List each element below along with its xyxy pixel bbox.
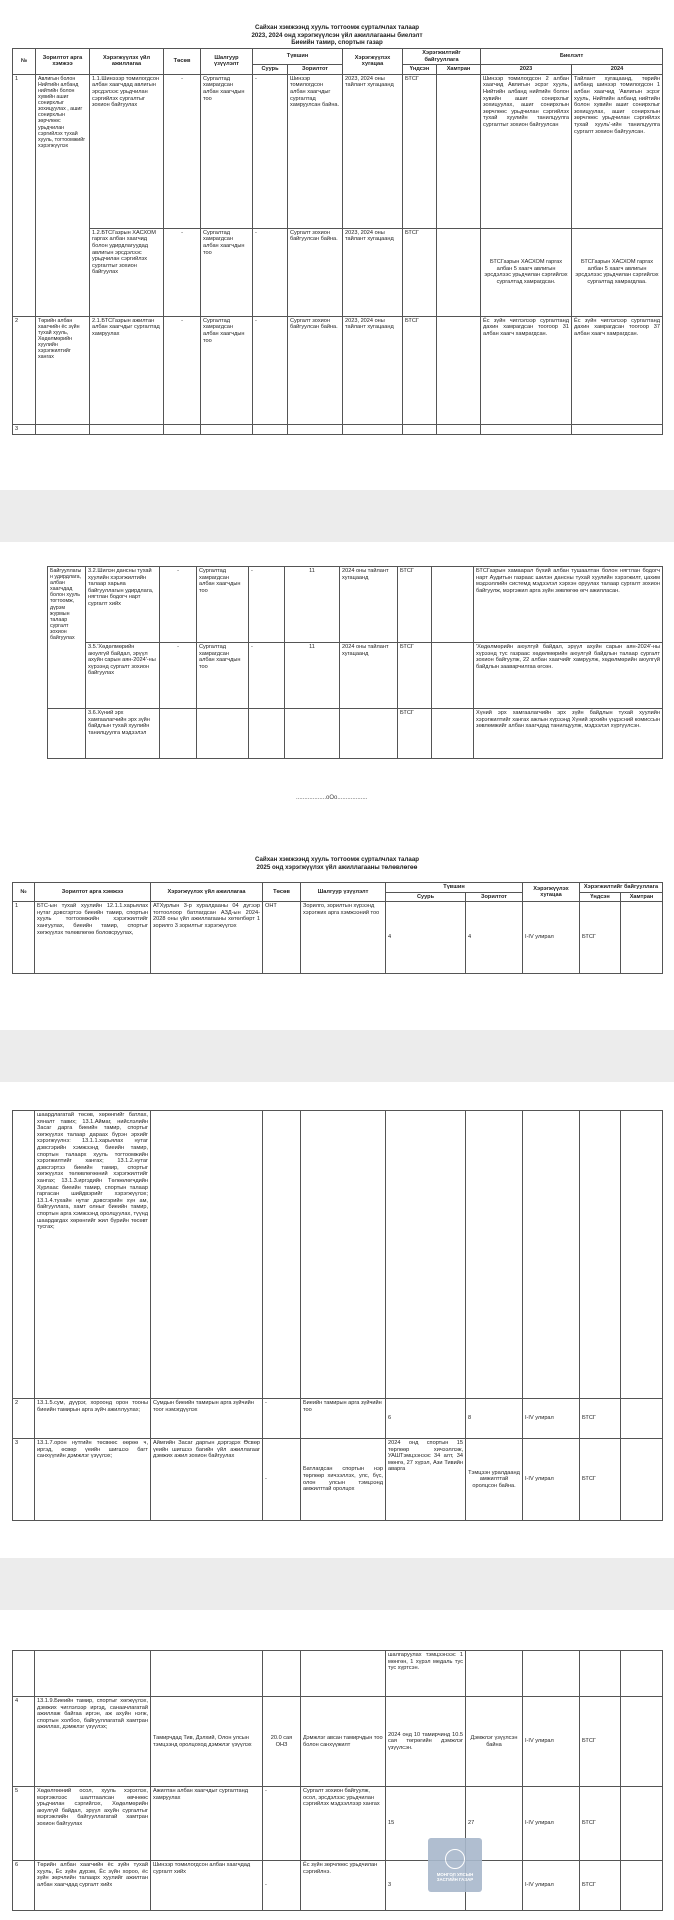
col-header: Төсөв xyxy=(164,49,201,75)
col-header: Зорилтот арга хэмжээ xyxy=(35,883,151,902)
cell-no: 2 xyxy=(13,1399,35,1439)
cell-target xyxy=(285,709,340,759)
cell-baseline: - xyxy=(253,74,288,228)
cell-no: 3 xyxy=(13,1439,35,1521)
page-3-title xyxy=(0,856,674,871)
col-header: Үндсэн xyxy=(403,65,437,75)
col-header: Зорилтот xyxy=(466,892,523,902)
cell-activity: Аймгийн Засаг даргын дэргэдэх Өсвөр үеийн шигшээ багийн үйл ажиллагааг дэмжих ажил зохион байгуулах xyxy=(151,1439,263,1521)
cell-no: 1 xyxy=(13,74,36,316)
cell-lead: БТСГ xyxy=(580,1439,621,1521)
cell-activity: Сумдын биеийн тамирын арга зүйчийн тоог нэмэгдүүлэх xyxy=(151,1399,263,1439)
cell-deadline: 2023, 2024 оны тайлант хугацаанд xyxy=(343,228,403,316)
cell-partner xyxy=(621,1861,663,1911)
cell-indicator: Дэмжлэг авсан тамирчдын тоо болон санхүүжилт xyxy=(301,1697,386,1787)
cell-budget: - xyxy=(160,567,197,643)
cell-indicator: Сургалтад хамрагдсан албан хаагчдын тоо xyxy=(201,228,253,316)
col-header: Зорилтот арга хэмжээ xyxy=(36,49,90,75)
cell-budget: - xyxy=(263,1861,301,1911)
page-4 xyxy=(0,1082,674,1558)
cell-no: 5 xyxy=(13,1787,35,1861)
col-header: Түвшин xyxy=(253,49,343,65)
col-header: Зорилтот xyxy=(288,65,343,75)
cell-target: Дэмжлэг үзүүлсэн байна xyxy=(466,1697,523,1787)
cell-budget: ОНТ xyxy=(263,902,301,974)
cell-lead: БТСГ xyxy=(403,74,437,228)
table-row xyxy=(13,316,663,424)
col-header: Хэрэгжүүлэх үйл ажиллагаа xyxy=(90,49,164,75)
cell-result-2023: Ёс зүйн чиглэлээр сургалтанд дахин хамрагдсан тоогоор 31 албан хаагч хамрагдсан. xyxy=(481,316,572,424)
cell-deadline xyxy=(340,709,398,759)
cell-deadline: 2024 оны тайлант хугацаанд xyxy=(340,643,398,709)
cell-no: 3 xyxy=(13,424,36,434)
cell-indicator: Зорилго, зорилтын хүрээнд хэрэгжих арга хэмжээний тоо xyxy=(301,902,386,974)
cell-partner xyxy=(437,316,481,424)
results-table-continued xyxy=(47,566,663,759)
cell-law: 13.1.9.Биеийн тамир, спортыг хөгжүүлэх, дэмжих чиглэлээр иргэд, санаачлагатай ажиллаж байгаа иргэн, аж ахуйн нэгж, спортын холбоо, байгууллагатай хамтран ажиллах, дэмжлэг үзүүлэх; xyxy=(35,1697,151,1787)
cell-law: шаардлагатай төсөв, хөрөнгийг батлах, хяналт тавих; 13.1.Аймаг, нийслэлийн Засаг дарга биеийн тамир, спортыг хөгжүүлэх талаар дараах бүрэн эрхийг хэрэгжүүлнэ: 13.1.1.харьялах нутаг дэвсгэрийн хэмжээнд биеийн тамир, спортын талаарх хууль тогтоомжийн хэрэгжилтийг хангах; 13.1.2.нутаг дэвсгэртээ биеийн тамир, спортыг хөгжүүлэх төлөвлөгөөний хэрэгжилтийг хангах; 13.1.3.иргэдийн Төлөөлөгчдийн Хурлаас биеийн тамир, спортын талаар гаргасан шийдвэрийг хэрэгжүүлэх; 13.1.4.тухайн нутаг дэвсгэрийн хүн ам, байгууллага, хамт олныг биеийн тамир, спортын арга хэмжээнд оролцуулах, түүнд шаардагдах хөрөнгийг жил бүрийн төсөвт тусгах; xyxy=(35,1111,151,1399)
page-3 xyxy=(0,840,674,1030)
cell-target: Сургалт зохион байгуулсан байна. xyxy=(288,316,343,424)
cell-indicator: Биеийн тамирын арга зүйчийн тоо xyxy=(301,1399,386,1439)
table-header-row xyxy=(13,49,663,65)
table-row xyxy=(48,567,663,643)
cell-baseline xyxy=(249,709,285,759)
col-header: Шалгуур үзүүлэлт xyxy=(301,883,386,902)
table-row xyxy=(13,1651,663,1697)
cell-partner xyxy=(437,74,481,228)
cell-budget: 20.0 сая ОНЗ xyxy=(263,1697,301,1787)
cell-lead: БТСГ xyxy=(580,902,621,974)
cell-activity: 1.2.БТСГазрын ХАСХОМ гаргах албан хаагчид болон удирдлагуудад авлигын эрсдэлээс урьдчилан сэргийлэх сургалтыг зохион байгуулах xyxy=(90,228,164,316)
cell-law: БТС-ын тухай хуулийн 12.1.1.харьялах нутаг дэвсгэртээ биеийн тамир, спортын хууль тогтоомжийн хэрэгжилтийг хангуулах, биеийн тамир, спортыг хөгжүүлэх төлөвлөгөө боловсруулах, xyxy=(35,902,151,974)
cell-target: Шинээр томилогдсон албан хаагчдыг сургалтад хамруулсан байна. xyxy=(288,74,343,228)
cell-baseline: - xyxy=(249,643,285,709)
cell-partner xyxy=(621,1399,663,1439)
cell-activity: АТХурлын 3-р хуралдааны 04 дүгээр тогтоолоор батлагдсан АЗД-ын 2024-2028 оны үйл ажиллагааны хөтөлбөрт 1 зорилго 3 зорилтыг хэрэгжүүлэх xyxy=(151,902,263,974)
plan-table-continued xyxy=(12,1650,663,1911)
cell-activity: 3.6.Хүний эрх хамгаалагчийн эрх зүйн байдлын тухай хуулийн танилцуулга мэдээлэл xyxy=(86,709,160,759)
cell-target: 4 xyxy=(466,902,523,974)
cell-budget: - xyxy=(160,643,197,709)
col-header: Суурь xyxy=(253,65,288,75)
cell-activity: 2.1.БТСГазрын ажилтан албан хаагчдыг сургалтад хамруулах xyxy=(90,316,164,424)
cell-lead: БТСГ xyxy=(403,316,437,424)
cell-law: Байгууллагын удирдлага, албан хаагчдад болон хууль тогтоомж, дүрэм журмын талаар сургалт зохион байгуулах xyxy=(48,567,86,709)
cell-lead: БТСГ xyxy=(580,1399,621,1439)
cell-baseline: шалгаруулах тэмцээнээс 1 мөнгөн, 1 хүрэл медаль тус тус хүртсэн. xyxy=(386,1651,466,1697)
page-5 xyxy=(0,1610,674,1920)
cell-deadline: 2023, 2024 оны тайлант хугацаанд xyxy=(343,74,403,228)
plan-table-continued xyxy=(12,1110,663,1521)
cell-partner xyxy=(432,643,474,709)
cell-partner xyxy=(432,709,474,759)
cell-law: 13.1.7.орон нутгийн төсвөөс өөрөө ч, иргэд, өсвөр үеийн шигшээ багт санхүүгийн дэмжлэг үзүүлэх; xyxy=(35,1439,151,1521)
col-header: Хэрэгжилтийг байгууллага xyxy=(403,49,481,65)
col-header: Төсөв xyxy=(263,883,301,902)
col-header: Хэрэгжүүлэх хугацаа xyxy=(343,49,403,75)
cell-partner xyxy=(621,1439,663,1521)
table-row xyxy=(13,902,663,974)
cell-result-2023: БТСГазрын ХАСХОМ гаргах албан 5 хаагч авлигын эрсдэлээс урьдчилан сэргийлэх сургалтад хамрагдсан. xyxy=(481,228,572,316)
cell-result-2024: Тайлант хугацаанд, төрийн албанд шинээр томилогдсон 1 албан хаагчид 'Авлигын эсрэг хууль, Нийтийн албанд нийтийн болон хувийн ашиг сонирхлыг зохицуулах, ашиг сонирхлын зөрчлөөс урьдчилан сэргийлэх тухай хууль'-ийн танилцуулга сургалт зохион байгуулсан. xyxy=(572,74,663,228)
title-line: Биеийн тамир, спортын газар xyxy=(291,39,383,47)
col-header: Үндсэн xyxy=(580,892,621,902)
col-header: Биелэлт xyxy=(481,49,663,65)
cell-law: 13.1.5.сум, дүүрэг, хороонд орон тооны биеийн тамирын арга зүйч ажиллуулах; xyxy=(35,1399,151,1439)
plan-table-2025 xyxy=(12,882,663,974)
col-header: 2024 xyxy=(572,65,663,75)
cell-partner xyxy=(621,1787,663,1861)
col-header: Хэрэгжүүлэх үйл ажиллагаа xyxy=(151,883,263,902)
cell-deadline: I-IV улирал xyxy=(523,1861,580,1911)
cell-indicator: Ёс зүйн зөрчлөөс урьдчилан сэргийлнэ. xyxy=(301,1861,386,1911)
cell-baseline: 2024 онд 10 тамирчинд 10.5 сая төгрөгийн дэмжлэг үзүүлсэн. xyxy=(386,1697,466,1787)
cell-target: 11 xyxy=(285,567,340,643)
cell-lead: БТСГ xyxy=(398,709,432,759)
table-row xyxy=(13,1111,663,1399)
cell-deadline: 2024 оны тайлант хугацаанд xyxy=(340,567,398,643)
table-row xyxy=(13,228,663,316)
cell-baseline: 4 xyxy=(386,902,466,974)
government-seal-watermark xyxy=(428,1838,482,1892)
col-header: 2023 xyxy=(481,65,572,75)
cell-deadline: I-IV улирал xyxy=(523,902,580,974)
cell-deadline: I-IV улирал xyxy=(523,1439,580,1521)
cell-budget: - xyxy=(263,1399,301,1439)
col-header: Суурь xyxy=(386,892,466,902)
soyombo-emblem-icon xyxy=(445,1849,465,1869)
col-header: № xyxy=(13,49,36,75)
cell-baseline: 2024 онд спортын 15 төрлөөр хичээллэж, УАШТэмцээнээс 34 алт, 34 мөнгө, 27 хүрэл, Ази Тивийн аварга xyxy=(386,1439,466,1521)
cell-no: 4 xyxy=(13,1697,35,1787)
cell-no: 1 xyxy=(13,902,35,974)
col-header: Хамтран xyxy=(621,892,663,902)
cell-result: 'Хөдөлмөрийн аюулгүй байдал, эрүүл ахуйн сарын аян-2024'-ны хүрээнд тус газраас хөдөлмөрийн аюулгүй байдлын талаар сургалт зохион байгуулж, 22 албан хаагчийг хамруулж, хөдөлмөрийн аюулгүй байдлын зааварчилгаа өгсөн. xyxy=(474,643,663,709)
cell-target: 11 xyxy=(285,643,340,709)
table-row xyxy=(48,643,663,709)
title-line: Сайхан хэмжээнд хууль тогтоомж сурталчлах талаар xyxy=(254,24,420,31)
cell-indicator: Сургалтад хамрагдсан албан хаагчдын тоо xyxy=(197,643,249,709)
table-row xyxy=(13,1861,663,1911)
cell-law: Төрийн албан хаагчийн ёс зүйн тухай хууль, Ёс зүйн дүрэм, Ёс зүйн хороо, ёс зүйн зөрчлийн талаарх хуулийг ажилтан албан хаагчдад сургалт хийх xyxy=(35,1861,151,1911)
cell-activity: Шинээр томилогдсон албан хаагчдад сургалт хийх xyxy=(151,1861,263,1911)
cell-target: 8 xyxy=(466,1399,523,1439)
cell-partner xyxy=(432,567,474,643)
cell-deadline: 2023, 2024 оны тайлант хугацаанд xyxy=(343,316,403,424)
cell-baseline: 15 xyxy=(386,1787,466,1861)
cell-no: 2 xyxy=(13,316,36,424)
cell-deadline: I-IV улирал xyxy=(523,1399,580,1439)
page-separator xyxy=(0,1558,674,1610)
cell-budget: - xyxy=(164,228,201,316)
cell-target: Сургалт зохион байгуулсан байна. xyxy=(288,228,343,316)
cell-baseline: - xyxy=(253,316,288,424)
cell-indicator: Сургалтад хамрагдсан албан хаагчдын тоо xyxy=(197,567,249,643)
cell-activity: Ажилтан албан хаагчдыг сургалтанд хамруулах xyxy=(151,1787,263,1861)
cell-result: Хүний эрх хамгаалагчийн эрх зүйн байдлын тухай хуулийн хэрэгжилтийг хангах ажлын хүрээнд Хүний эрхийн үндэсний комиссын зөвлөмжийг албан хаагчдад танилцуулж, мэдээлэл хүргүүлсэн. xyxy=(474,709,663,759)
col-header: Шалгуур үзүүлэлт xyxy=(201,49,253,75)
cell-activity: 1.1.Шинэээр томилогдсон албан хаагчдад авлигын эрсдэлээс урьдчилан сэргийлэх сургалтыг зохион байгуулах xyxy=(90,74,164,228)
cell-budget: - xyxy=(164,74,201,228)
title-line: 2025 онд хэрэгжүүлэх үйл ажиллагааны төлөвлөгөө xyxy=(256,863,418,871)
cell-lead: БТСГ xyxy=(403,228,437,316)
cell-law: Авлигын болон Нийтийн албанд нийтийн болон хувийн ашиг сонирхлыг зохицуулах , ашиг сонирхлын зөрчлөөс урьдчилан сэргийлэх тухай хууль, тогтоомжийг хэрэгжүүлэх xyxy=(36,74,90,316)
cell-budget: - xyxy=(263,1439,301,1521)
cell-budget: - xyxy=(263,1787,301,1861)
page-separator xyxy=(0,1030,674,1082)
table-row xyxy=(13,1399,663,1439)
cell-indicator: Сургалтад хамрагдсан албан хаагчдын тоо xyxy=(201,74,253,228)
cell-indicator: Батлагдсан спортын нэр төрлөөр хичээллэх, улс, бүс, олон улсын тэмцээнд амжилттай оролцох xyxy=(301,1439,386,1521)
cell-target: 27 xyxy=(466,1787,523,1861)
cell-baseline: 6 xyxy=(386,1399,466,1439)
cell-no xyxy=(13,1111,35,1399)
cell-partner xyxy=(621,902,663,974)
cell-budget: - xyxy=(164,316,201,424)
col-header: № xyxy=(13,883,35,902)
col-header: Түвшин xyxy=(386,883,523,893)
cell-target: Тэмцээн уралдаанд амжилттай оролцсон байна. xyxy=(466,1439,523,1521)
cell-lead: БТСГ xyxy=(580,1861,621,1911)
cell-lead: БТСГ xyxy=(398,643,432,709)
cell-lead: БТСГ xyxy=(398,567,432,643)
cell-lead: БТСГ xyxy=(580,1787,621,1861)
cell-baseline: 3 xyxy=(386,1861,466,1911)
cell-result-2024: БТСГазрын ХАСХОМ гаргах албан 5 хаагч авлигын эрсдэлээс урьдчилан сэргийлэх сургалтад хамрагдлаа. xyxy=(572,228,663,316)
title-line: 2023, 2024 онд хэрэгжүүлсэн үйл ажиллагааны биелэлт xyxy=(251,31,423,39)
cell-activity: 3.5.'Хөдөлмөрийн аюулгүй байдал, эрүүл ахуйн сарын аян-2024'-ны хүрээнд сургалт зохион байгуулах xyxy=(86,643,160,709)
col-header: Хэрэгжилтийг байгууллага xyxy=(580,883,663,893)
cell-partner xyxy=(437,228,481,316)
cell-budget xyxy=(160,709,197,759)
cell-result-2024: Ёс зүйн чиглэлээр сургалтанд дахин хамрагдсан тоогоор 37 албан хаагч хамрагдсан. xyxy=(572,316,663,424)
page-1 xyxy=(0,0,674,490)
cell-no: 6 xyxy=(13,1861,35,1911)
end-mark: ..................oOo.................. xyxy=(296,795,368,801)
table-row xyxy=(13,1787,663,1861)
cell-baseline: - xyxy=(249,567,285,643)
cell-indicator: Сургалтад хамрагдсан албан хаагчдын тоо xyxy=(201,316,253,424)
table-row xyxy=(13,74,663,228)
seal-text: ЗАСГИЙН ГАЗАР xyxy=(436,1876,474,1882)
table-header-row xyxy=(13,883,663,893)
table-row xyxy=(48,709,663,759)
table-row xyxy=(13,424,663,434)
page-separator xyxy=(0,490,674,542)
title-line: Сайхан хэмжээнд хууль тогтоомж сурталчлах талаар xyxy=(254,856,420,863)
cell-baseline: - xyxy=(253,228,288,316)
cell-indicator: Сургалт зохион байгуулж, осол, эрсдэлээс урьдчилан сэргийлэх мэдээллээр хангах xyxy=(301,1787,386,1861)
cell-deadline: I-IV улирал xyxy=(523,1697,580,1787)
cell-partner xyxy=(621,1697,663,1787)
cell-deadline: I-IV улирал xyxy=(523,1787,580,1861)
page-1-title xyxy=(0,24,674,47)
seal-text: МОНГОЛ УЛСЫН xyxy=(436,1871,474,1877)
cell-law: Хөдөлгөөний осол, хууль хэрэглэх, мэргэжлээс шалтгаалсан өвчнөөс урьдчилан сэргийлэх, Хөдөлмөрийн аюулгүй байдал, эрүүл ахуйн сургалтыг мэргэжлийн байгууллагатай хамтран зохион байгуулах xyxy=(35,1787,151,1861)
table-row xyxy=(13,1439,663,1521)
results-table-2023-2024 xyxy=(12,48,663,435)
col-header: Хэрэгжүүлэх хугацаа xyxy=(523,883,580,902)
table-row xyxy=(13,1697,663,1787)
cell-indicator xyxy=(197,709,249,759)
cell-result: БТСГазрын хамаарал бүхий албан тушаалтан болон нягтлан бодогч нарт Аудитын газраас шилэн дансны тухай хуулийн хэрэгжилт, цахим мэдээллийн системд мэдээлэл хэрхэн оруулах талаар сургалт зохион байгуулж, мэргэжил арга зүйн зөвлөгөө өгч ажилласан. xyxy=(474,567,663,643)
cell-law: Төрийн албан хаагчийн ёс зүйн тухай хууль, Хөдөлмөрийн хуулийн хэрэгжилтийг хангах xyxy=(36,316,90,424)
cell-activity: Тамирчдад Тив, Дэлхий, Олон улсын тэмцээнд оролцоход дэмжлэг үзүүлэх xyxy=(151,1697,263,1787)
cell-activity: 3.2.Шилэн дансны тухай хуулийн хэрэгжилтийн талаар харьяа байгууллагын удирдлага, нягтлан бодогч нарт сургалт хийх xyxy=(86,567,160,643)
cell-result-2023: Шинээр томилогдсон 2 албан хаагчид Авлигын эсрэг хууль, Нийтийн албанд нийтийн болон хувийн ашиг сонирхлыг зохицуулах, ашиг сонирхлын зөрчлөөс урьдчилан сэргийлэх тухай хуулийн танилцуулга сургалтыг зохион байгуулсан xyxy=(481,74,572,228)
cell-lead: БТСГ xyxy=(580,1697,621,1787)
col-header: Хамтран xyxy=(437,65,481,75)
